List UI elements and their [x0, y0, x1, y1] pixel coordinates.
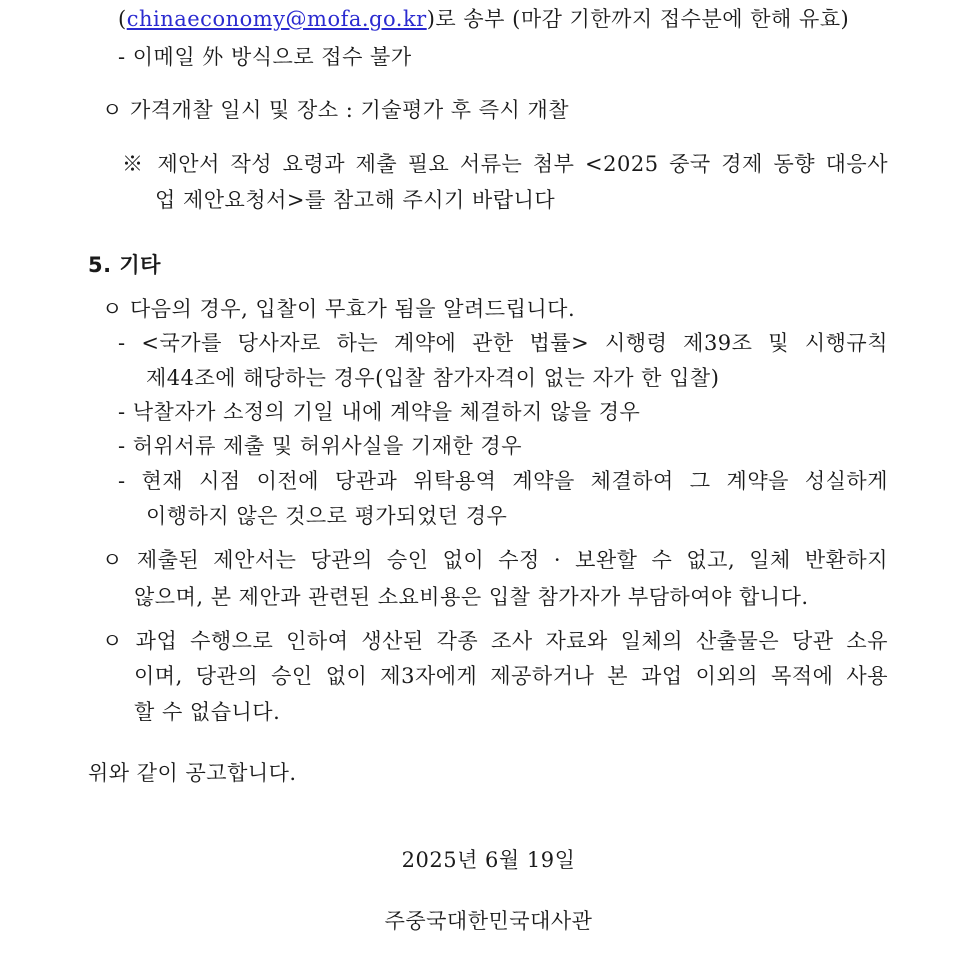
proposal-line-1: ㅇ 제출된 제안서는 당관의 승인 없이 수정 · 보완할 수 없고, 일체 반환하지 [102, 548, 888, 572]
invalid-item-1-line-1: - <국가를 당사자로 하는 계약에 관한 법률> 시행령 제39조 및 시행규칙 [118, 331, 888, 355]
ownership-line-2: 이며, 당관의 승인 없이 제3자에게 제공하거나 본 과업 이외의 목적에 사용 [134, 664, 888, 688]
note-line-2: 업 제안요청서>를 참고해 주시기 바랍니다 [155, 188, 556, 212]
proposal-line-2: 않으며, 본 제안과 관련된 소요비용은 입찰 참가자가 부담하여야 합니다. [134, 585, 809, 609]
invalid-item-4-line-1: - 현재 시점 이전에 당관과 위탁용역 계약을 체결하여 그 계약을 성실하게 [118, 469, 888, 493]
invalid-item-1-line-2: 제44조에 해당하는 경우(입찰 참가자격이 없는 자가 한 입찰) [146, 366, 720, 390]
email-open-paren: ( [118, 7, 127, 31]
price-opening-item: ㅇ 가격개찰 일시 및 장소 : 기술평가 후 즉시 개찰 [102, 98, 570, 122]
invalid-item-4-line-2: 이행하지 않은 것으로 평가되었던 경우 [146, 504, 508, 528]
email-link[interactable]: chinaeconomy@mofa.go.kr [126, 7, 427, 31]
email-submission-line [118, 6, 849, 32]
announcement-date: 2025년 6월 19일 [401, 848, 576, 872]
ownership-line-3: 할 수 없습니다. [134, 700, 281, 724]
section-5-heading: 5. 기타 [88, 253, 161, 277]
invalid-item-2: - 낙찰자가 소정의 기일 내에 계약을 체결하지 않을 경우 [118, 400, 641, 424]
note-line-1: ※ 제안서 작성 요령과 제출 필요 서류는 첨부 <2025 중국 경제 동향 대응사 [122, 152, 888, 176]
ownership-line-1: ㅇ 과업 수행으로 인하여 생산된 각종 조사 자료와 일체의 산출물은 당관 소유 [102, 629, 888, 653]
email-submission-rest: )로 송부 (마감 기한까지 접수분에 한해 유효) [426, 7, 850, 31]
invalid-item-3: - 허위서류 제출 및 허위사실을 기재한 경우 [118, 434, 523, 458]
invalid-intro: ㅇ 다음의 경우, 입찰이 무효가 됨을 알려드립니다. [102, 297, 576, 321]
email-only-note: - 이메일 外 방식으로 접수 불가 [118, 45, 412, 69]
issuer-name: 주중국대한민국대사관 [384, 909, 593, 933]
closing-statement: 위와 같이 공고합니다. [88, 761, 297, 785]
